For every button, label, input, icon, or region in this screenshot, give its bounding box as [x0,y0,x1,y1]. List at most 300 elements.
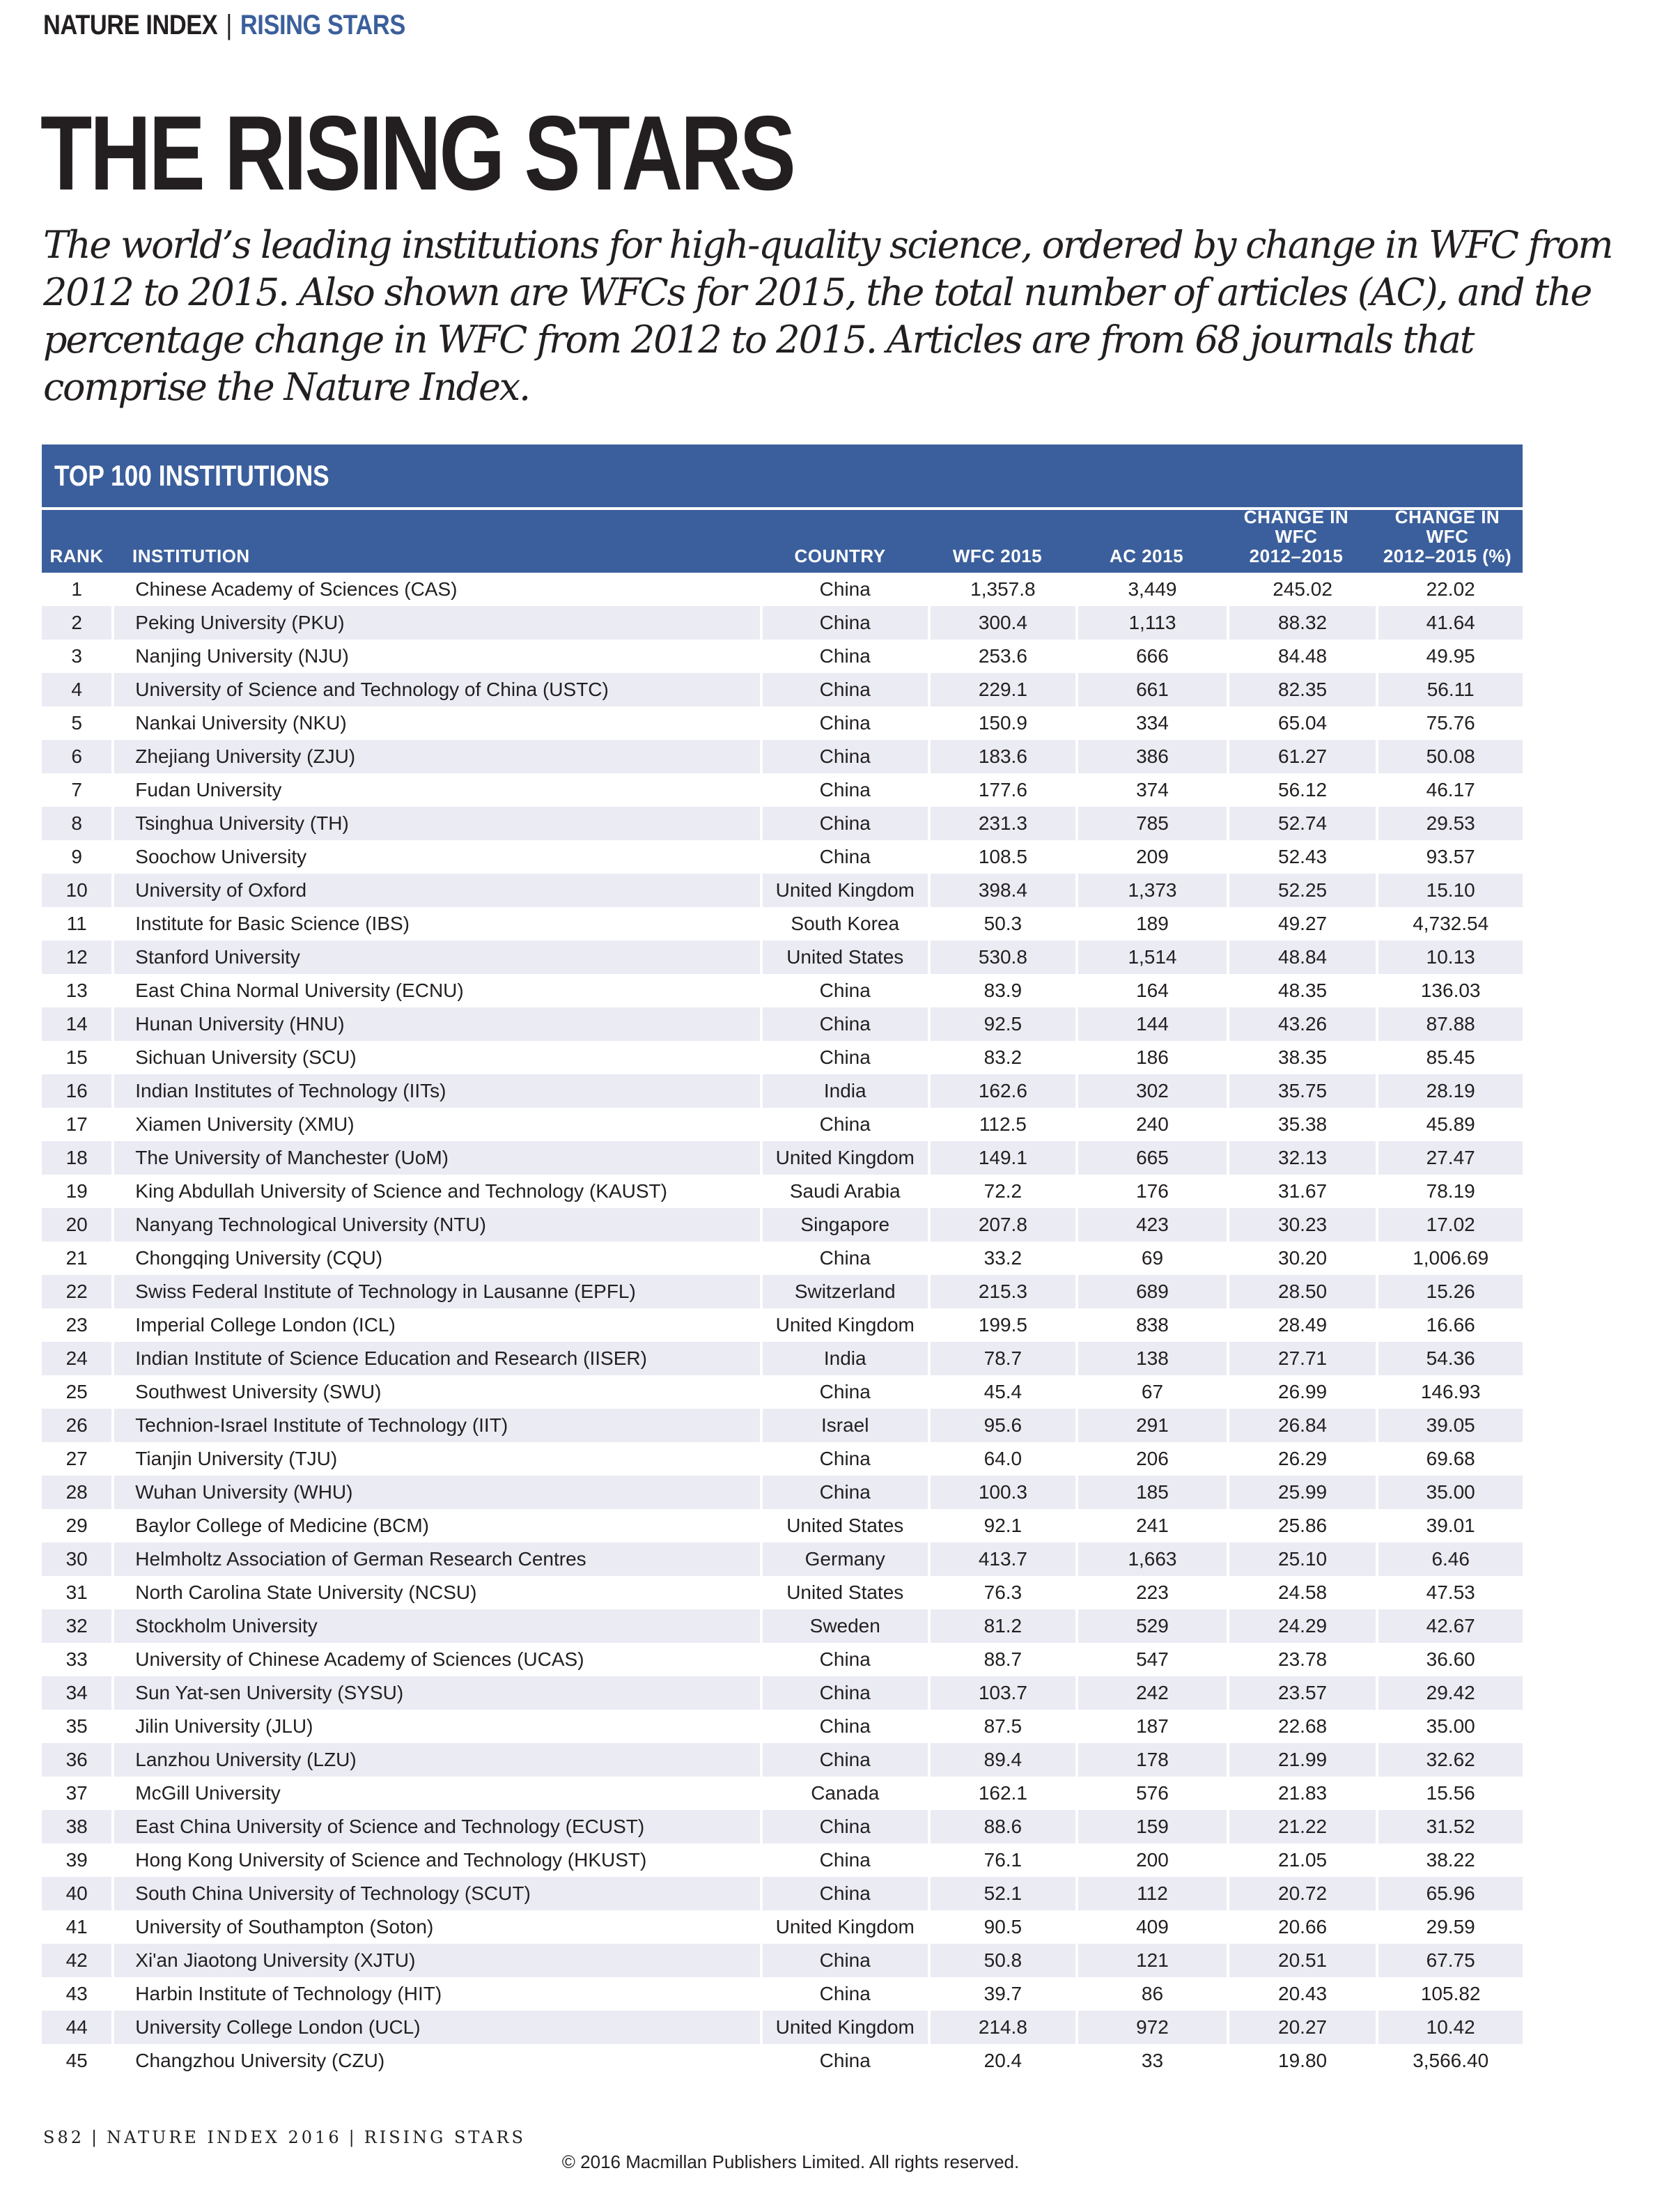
cell-country: United States [761,1509,929,1542]
cell-rank: 33 [42,1643,113,1676]
cell-rank: 11 [42,907,113,941]
kicker-section: RISING STARS [240,10,405,40]
cell-rank: 42 [42,1944,113,1977]
cell-rank: 31 [42,1576,113,1609]
cell-rank: 3 [42,640,113,673]
cell-country: United Kingdom [761,874,929,907]
cell-wfc-2015: 89.4 [929,1743,1078,1777]
cell-wfc-2015: 413.7 [929,1542,1078,1576]
cell-change-wfc-pct: 54.36 [1377,1342,1523,1375]
cell-ac-2015: 189 [1077,907,1228,941]
cell-change-wfc: 23.57 [1228,1676,1378,1710]
cell-institution: Indian Institutes of Technology (IITs) [113,1074,761,1108]
kicker [43,10,405,41]
cell-rank: 44 [42,2011,113,2044]
col-change-line1: CHANGE IN WFC [1243,506,1349,547]
table-row [42,1275,1523,1308]
col-change-pct-line1: CHANGE IN WFC [1394,506,1500,547]
table-row [42,573,1523,606]
cell-change-wfc-pct: 4,732.54 [1377,907,1523,941]
col-change [1223,507,1369,566]
cell-change-wfc-pct: 46.17 [1377,773,1523,807]
cell-institution: Lanzhou University (LZU) [113,1743,761,1777]
cell-change-wfc: 28.49 [1228,1308,1378,1342]
cell-wfc-2015: 103.7 [929,1676,1078,1710]
cell-rank: 14 [42,1007,113,1041]
table-row [42,2044,1523,2078]
cell-country: Saudi Arabia [761,1175,929,1208]
cell-ac-2015: 838 [1077,1308,1228,1342]
cell-ac-2015: 223 [1077,1576,1228,1609]
cell-ac-2015: 187 [1077,1710,1228,1743]
cell-change-wfc-pct: 105.82 [1377,1977,1523,2011]
cell-rank: 38 [42,1810,113,1843]
cell-change-wfc: 32.13 [1228,1141,1378,1175]
cell-change-wfc-pct: 15.10 [1377,874,1523,907]
cell-country: United States [761,1576,929,1609]
cell-wfc-2015: 253.6 [929,640,1078,673]
cell-institution: Helmholtz Association of German Research Centres [113,1542,761,1576]
cell-wfc-2015: 177.6 [929,773,1078,807]
col-change-line2: 2012–2015 [1249,546,1344,566]
cell-ac-2015: 666 [1077,640,1228,673]
cell-wfc-2015: 33.2 [929,1242,1078,1275]
cell-country: China [761,1442,929,1476]
table-row [42,1576,1523,1609]
cell-ac-2015: 334 [1077,706,1228,740]
cell-institution: Stanford University [113,941,761,974]
cell-country: China [761,840,929,874]
cell-ac-2015: 176 [1077,1175,1228,1208]
cell-change-wfc-pct: 32.62 [1377,1743,1523,1777]
cell-wfc-2015: 183.6 [929,740,1078,773]
cell-change-wfc-pct: 16.66 [1377,1308,1523,1342]
cell-institution: Xi'an Jiaotong University (XJTU) [113,1944,761,1977]
cell-rank: 35 [42,1710,113,1743]
cell-rank: 45 [42,2044,113,2078]
kicker-publication: NATURE INDEX [43,10,218,40]
cell-rank: 19 [42,1175,113,1208]
cell-wfc-2015: 64.0 [929,1442,1078,1476]
cell-wfc-2015: 215.3 [929,1275,1078,1308]
cell-change-wfc-pct: 36.60 [1377,1643,1523,1676]
cell-ac-2015: 67 [1077,1375,1228,1409]
cell-rank: 27 [42,1442,113,1476]
cell-country: China [761,1007,929,1041]
col-country: COUNTRY [794,546,886,566]
cell-ac-2015: 529 [1077,1609,1228,1643]
table-row [42,1877,1523,1910]
cell-rank: 1 [42,573,113,606]
cell-change-wfc-pct: 67.75 [1377,1944,1523,1977]
cell-change-wfc: 35.38 [1228,1108,1378,1141]
cell-change-wfc: 24.29 [1228,1609,1378,1643]
table-row [42,1676,1523,1710]
cell-institution: East China University of Science and Technology (ECUST) [113,1810,761,1843]
col-institution: INSTITUTION [132,546,250,566]
table-row [42,840,1523,874]
cell-change-wfc-pct: 15.26 [1377,1275,1523,1308]
cell-change-wfc: 27.71 [1228,1342,1378,1375]
cell-change-wfc: 43.26 [1228,1007,1378,1041]
cell-change-wfc: 30.23 [1228,1208,1378,1242]
cell-ac-2015: 164 [1077,974,1228,1007]
cell-change-wfc-pct: 45.89 [1377,1108,1523,1141]
cell-change-wfc: 20.43 [1228,1977,1378,2011]
cell-wfc-2015: 199.5 [929,1308,1078,1342]
cell-wfc-2015: 45.4 [929,1375,1078,1409]
cell-ac-2015: 121 [1077,1944,1228,1977]
cell-ac-2015: 186 [1077,1041,1228,1074]
cell-wfc-2015: 20.4 [929,2044,1078,2078]
cell-country: China [761,1743,929,1777]
cell-rank: 2 [42,606,113,640]
cell-country: China [761,1877,929,1910]
cell-country: United Kingdom [761,1308,929,1342]
cell-change-wfc-pct: 1,006.69 [1377,1242,1523,1275]
cell-change-wfc: 21.83 [1228,1777,1378,1810]
table-row [42,1542,1523,1576]
cell-wfc-2015: 83.2 [929,1041,1078,1074]
cell-ac-2015: 86 [1077,1977,1228,2011]
cell-ac-2015: 291 [1077,1409,1228,1442]
cell-ac-2015: 69 [1077,1242,1228,1275]
cell-country: China [761,606,929,640]
cell-rank: 7 [42,773,113,807]
cell-ac-2015: 423 [1077,1208,1228,1242]
table-row [42,1910,1523,1944]
cell-country: China [761,740,929,773]
cell-change-wfc-pct: 6.46 [1377,1542,1523,1576]
cell-country: China [761,1108,929,1141]
cell-institution: Sun Yat-sen University (SYSU) [113,1676,761,1710]
table-row [42,907,1523,941]
cell-wfc-2015: 90.5 [929,1910,1078,1944]
cell-institution: University of Science and Technology of China (USTC) [113,673,761,706]
cell-country: China [761,1041,929,1074]
cell-rank: 24 [42,1342,113,1375]
cell-institution: Xiamen University (XMU) [113,1108,761,1141]
cell-ac-2015: 138 [1077,1342,1228,1375]
cell-institution: Wuhan University (WHU) [113,1476,761,1509]
cell-country: Germany [761,1542,929,1576]
cell-country: United Kingdom [761,1141,929,1175]
cell-country: China [761,673,929,706]
cell-change-wfc-pct: 29.42 [1377,1676,1523,1710]
cell-institution: Zhejiang University (ZJU) [113,740,761,773]
col-change-pct-line2: 2012–2015 (%) [1383,546,1512,566]
cell-wfc-2015: 88.7 [929,1643,1078,1676]
cell-change-wfc-pct: 17.02 [1377,1208,1523,1242]
table-row [42,606,1523,640]
table-row [42,2011,1523,2044]
cell-rank: 22 [42,1275,113,1308]
cell-rank: 10 [42,874,113,907]
cell-wfc-2015: 112.5 [929,1108,1078,1141]
cell-rank: 37 [42,1777,113,1810]
table-banner-title: TOP 100 INSTITUTIONS [54,459,329,492]
cell-change-wfc-pct: 35.00 [1377,1710,1523,1743]
cell-change-wfc: 88.32 [1228,606,1378,640]
table-row [42,1609,1523,1643]
cell-change-wfc: 48.84 [1228,941,1378,974]
cell-change-wfc: 31.67 [1228,1175,1378,1208]
cell-rank: 5 [42,706,113,740]
cell-wfc-2015: 78.7 [929,1342,1078,1375]
cell-change-wfc: 52.74 [1228,807,1378,840]
table-row [42,1375,1523,1409]
cell-change-wfc: 48.35 [1228,974,1378,1007]
cell-institution: Tsinghua University (TH) [113,807,761,840]
cell-ac-2015: 374 [1077,773,1228,807]
cell-country: China [761,974,929,1007]
cell-change-wfc: 26.29 [1228,1442,1378,1476]
cell-institution: Baylor College of Medicine (BCM) [113,1509,761,1542]
cell-rank: 20 [42,1208,113,1242]
cell-change-wfc-pct: 41.64 [1377,606,1523,640]
cell-institution: Indian Institute of Science Education and Research (IISER) [113,1342,761,1375]
cell-country: China [761,1242,929,1275]
cell-country: United Kingdom [761,1910,929,1944]
cell-ac-2015: 386 [1077,740,1228,773]
cell-ac-2015: 144 [1077,1007,1228,1041]
cell-institution: Chongqing University (CQU) [113,1242,761,1275]
table-row [42,1710,1523,1743]
table-row [42,1476,1523,1509]
cell-rank: 8 [42,807,113,840]
cell-ac-2015: 206 [1077,1442,1228,1476]
footer-separator-2: | [348,2128,357,2147]
footer-section: RISING STARS [364,2128,526,2147]
cell-rank: 39 [42,1843,113,1877]
cell-wfc-2015: 150.9 [929,706,1078,740]
cell-change-wfc-pct: 47.53 [1377,1576,1523,1609]
cell-country: China [761,1375,929,1409]
cell-institution: South China University of Technology (SCUT) [113,1877,761,1910]
table-row [42,1175,1523,1208]
cell-country: India [761,1074,929,1108]
cell-wfc-2015: 149.1 [929,1141,1078,1175]
col-change-pct [1372,507,1523,566]
cell-wfc-2015: 229.1 [929,673,1078,706]
footer-page-number: S82 [43,2128,84,2147]
cell-ac-2015: 33 [1077,2044,1228,2078]
cell-rank: 26 [42,1409,113,1442]
cell-change-wfc: 25.10 [1228,1542,1378,1576]
cell-change-wfc: 21.05 [1228,1843,1378,1877]
cell-ac-2015: 185 [1077,1476,1228,1509]
cell-wfc-2015: 95.6 [929,1409,1078,1442]
cell-change-wfc: 38.35 [1228,1041,1378,1074]
cell-change-wfc-pct: 87.88 [1377,1007,1523,1041]
cell-rank: 15 [42,1041,113,1074]
cell-institution: University College London (UCL) [113,2011,761,2044]
cell-rank: 21 [42,1242,113,1275]
cell-change-wfc: 61.27 [1228,740,1378,773]
table-row [42,1409,1523,1442]
rankings-table-body [42,573,1523,2078]
table-row [42,1944,1523,1977]
cell-country: Switzerland [761,1275,929,1308]
cell-ac-2015: 972 [1077,2011,1228,2044]
cell-institution: King Abdullah University of Science and Technology (KAUST) [113,1175,761,1208]
cell-change-wfc-pct: 35.00 [1377,1476,1523,1509]
cell-wfc-2015: 83.9 [929,974,1078,1007]
cell-change-wfc: 56.12 [1228,773,1378,807]
column-headers [42,506,1523,573]
cell-change-wfc: 35.75 [1228,1074,1378,1108]
cell-rank: 16 [42,1074,113,1108]
cell-change-wfc: 49.27 [1228,907,1378,941]
table-row [42,1977,1523,2011]
cell-change-wfc: 26.84 [1228,1409,1378,1442]
table-row [42,1108,1523,1141]
table-row [42,1208,1523,1242]
cell-change-wfc: 30.20 [1228,1242,1378,1275]
col-wfc: WFC 2015 [952,546,1043,566]
cell-change-wfc-pct: 93.57 [1377,840,1523,874]
cell-country: China [761,1643,929,1676]
cell-change-wfc-pct: 75.76 [1377,706,1523,740]
cell-ac-2015: 547 [1077,1643,1228,1676]
cell-change-wfc-pct: 65.96 [1377,1877,1523,1910]
cell-ac-2015: 1,373 [1077,874,1228,907]
footer-publication: NATURE INDEX 2016 [107,2128,342,2147]
cell-change-wfc-pct: 50.08 [1377,740,1523,773]
cell-ac-2015: 665 [1077,1141,1228,1175]
cell-institution: University of Chinese Academy of Sciences (UCAS) [113,1643,761,1676]
cell-country: India [761,1342,929,1375]
cell-rank: 43 [42,1977,113,2011]
cell-ac-2015: 661 [1077,673,1228,706]
cell-rank: 12 [42,941,113,974]
cell-wfc-2015: 81.2 [929,1609,1078,1643]
cell-change-wfc: 84.48 [1228,640,1378,673]
cell-country: China [761,1810,929,1843]
cell-ac-2015: 302 [1077,1074,1228,1108]
page-title: THE RISING STARS [40,94,794,212]
table-row [42,941,1523,974]
cell-country: Israel [761,1409,929,1442]
cell-wfc-2015: 88.6 [929,1810,1078,1843]
cell-change-wfc-pct: 28.19 [1377,1074,1523,1108]
cell-country: United States [761,941,929,974]
cell-ac-2015: 159 [1077,1810,1228,1843]
cell-country: Singapore [761,1208,929,1242]
cell-wfc-2015: 530.8 [929,941,1078,974]
table-row [42,1442,1523,1476]
cell-change-wfc-pct: 31.52 [1377,1810,1523,1843]
cell-wfc-2015: 76.3 [929,1576,1078,1609]
cell-change-wfc: 23.78 [1228,1643,1378,1676]
table-row [42,1810,1523,1843]
col-rank: RANK [49,546,104,566]
cell-wfc-2015: 87.5 [929,1710,1078,1743]
cell-change-wfc: 20.27 [1228,2011,1378,2044]
cell-change-wfc: 82.35 [1228,673,1378,706]
cell-institution: The University of Manchester (UoM) [113,1141,761,1175]
cell-wfc-2015: 52.1 [929,1877,1078,1910]
cell-change-wfc-pct: 136.03 [1377,974,1523,1007]
cell-change-wfc: 52.25 [1228,874,1378,907]
cell-country: South Korea [761,907,929,941]
table-row [42,1743,1523,1777]
cell-country: China [761,1843,929,1877]
table-row [42,1843,1523,1877]
cell-change-wfc-pct: 42.67 [1377,1609,1523,1643]
cell-change-wfc-pct: 49.95 [1377,640,1523,673]
table-row [42,706,1523,740]
table-row [42,1777,1523,1810]
intro-paragraph: The world’s leading institutions for high-quality science, ordered by change in WFC from 2012 to 2015. Also shown are WFCs for 2015, the total number of articles (AC), and the percentage change in WFC from 2012 to 2015. Articles are from 68 journals that comprise the Nature Index. [43,223,1612,409]
kicker-separator: | [226,10,232,40]
cell-institution: Nanjing University (NJU) [113,640,761,673]
cell-change-wfc-pct: 78.19 [1377,1175,1523,1208]
col-ac: AC 2015 [1109,546,1184,566]
table-banner [42,444,1523,507]
cell-country: China [761,807,929,840]
cell-wfc-2015: 162.1 [929,1777,1078,1810]
table-row [42,874,1523,907]
cell-institution: Nanyang Technological University (NTU) [113,1208,761,1242]
cell-country: China [761,573,929,606]
table-row [42,740,1523,773]
cell-ac-2015: 112 [1077,1877,1228,1910]
cell-change-wfc: 25.86 [1228,1509,1378,1542]
cell-change-wfc-pct: 29.53 [1377,807,1523,840]
cell-institution: University of Southampton (Soton) [113,1910,761,1944]
cell-change-wfc: 20.66 [1228,1910,1378,1944]
cell-change-wfc-pct: 10.42 [1377,2011,1523,2044]
cell-institution: McGill University [113,1777,761,1810]
cell-wfc-2015: 39.7 [929,1977,1078,2011]
cell-ac-2015: 689 [1077,1275,1228,1308]
cell-rank: 23 [42,1308,113,1342]
cell-country: United Kingdom [761,2011,929,2044]
table-row [42,1509,1523,1542]
cell-country: Canada [761,1777,929,1810]
cell-country: China [761,773,929,807]
cell-country: Sweden [761,1609,929,1643]
cell-ac-2015: 200 [1077,1843,1228,1877]
cell-wfc-2015: 72.2 [929,1175,1078,1208]
cell-rank: 17 [42,1108,113,1141]
cell-ac-2015: 1,514 [1077,941,1228,974]
cell-rank: 34 [42,1676,113,1710]
table-row [42,1342,1523,1375]
cell-wfc-2015: 300.4 [929,606,1078,640]
table-row [42,640,1523,673]
cell-rank: 4 [42,673,113,706]
cell-ac-2015: 242 [1077,1676,1228,1710]
rankings-table [42,444,1523,2078]
cell-change-wfc: 21.99 [1228,1743,1378,1777]
cell-change-wfc: 20.51 [1228,1944,1378,1977]
cell-rank: 9 [42,840,113,874]
cell-wfc-2015: 398.4 [929,874,1078,907]
cell-country: China [761,640,929,673]
cell-rank: 32 [42,1609,113,1643]
table-row [42,1074,1523,1108]
cell-institution: Hong Kong University of Science and Technology (HKUST) [113,1843,761,1877]
cell-institution: Institute for Basic Science (IBS) [113,907,761,941]
table-row [42,1308,1523,1342]
cell-change-wfc-pct: 29.59 [1377,1910,1523,1944]
cell-institution: Fudan University [113,773,761,807]
cell-change-wfc-pct: 10.13 [1377,941,1523,974]
cell-change-wfc-pct: 3,566.40 [1377,2044,1523,2078]
cell-wfc-2015: 92.5 [929,1007,1078,1041]
